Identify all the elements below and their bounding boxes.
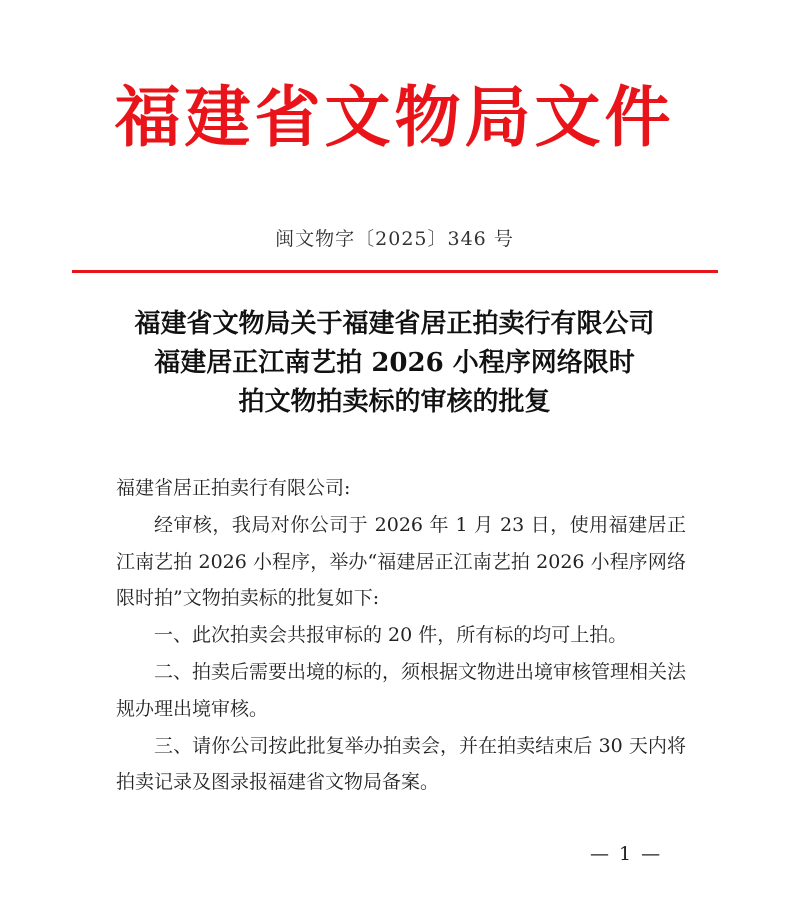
addressee-line: 福建省居正拍卖行有限公司: <box>116 477 351 499</box>
title-line-1: 福建省文物局关于福建省居正拍卖行有限公司 <box>134 309 655 339</box>
issuing-authority-header: 福建省文物局文件 <box>114 78 675 156</box>
body-paragraph-review: 经审核，我局对你公司于 2026 年 1 月 23 日，使用福建居正江南艺拍 2026 小程序，举办“福建居正江南艺拍 2026 小程序网络限时拍”文物拍卖标的批复如下: <box>116 513 686 610</box>
body-paragraph-item-1: 一、此次拍卖会共报审标的 20 件，所有标的均可上拍。 <box>154 624 628 647</box>
title-line-3: 拍文物拍卖标的审核的批复 <box>238 387 551 417</box>
title-line-2: 福建居正江南艺拍 2026 小程序网络限时 <box>154 348 635 378</box>
red-divider-line <box>72 270 718 273</box>
page-number: — 1 — <box>590 843 663 865</box>
body-paragraph-item-3: 三、请你公司按此批复举办拍卖会，并在拍卖结束后 30 天内将拍卖记录及图录报福建省文物局备案。 <box>116 734 686 794</box>
document-body <box>116 470 686 801</box>
body-paragraph-item-2: 二、拍卖后需要出境的标的，须根据文物进出境审核管理相关法规办理出境审核。 <box>116 660 687 720</box>
document-number: 闽文物字〔2025〕346 号 <box>275 228 514 250</box>
document-title <box>0 305 789 422</box>
